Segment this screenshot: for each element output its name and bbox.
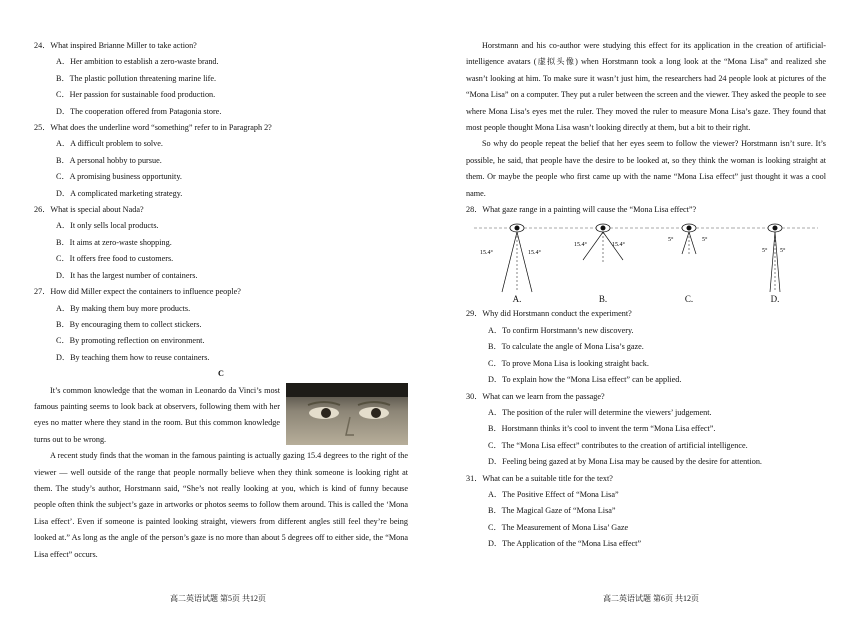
left-column: [34, 38, 408, 563]
option-24a: A．Her ambition to establish a zero-waste brand.: [56, 57, 219, 67]
option-27b: B．By encouraging them to collect stickers.: [56, 319, 202, 329]
question-29: 29．Why did Horstmann conduct the experiment?: [466, 309, 632, 319]
option-25d: D．A complicated marketing strategy.: [56, 188, 183, 198]
option-26a: A．It only sells local products.: [56, 221, 159, 231]
figure-d: [732, 222, 818, 304]
figure-b-label: B.: [598, 294, 608, 305]
passage-paragraph-2: A recent study finds that the woman in the famous painting is actually gazing 15.4 degrees to the right of the viewer — well outside of the range that people normally believe when they think someone is looking right at them. The study’s author, Horstmann said, “She’s not really looking at you, which is kind of funny because people often think the subject’s gaze in artworks or photos seems to follow them around. This is called the ‘Mona Lisa effect’. Even if someone is painted looking straight, viewers from different angles still feel they’re being looked at.” As long as the angle of the person’s gaze is no more than about 5 degrees off to either side, the “Mona Lisa effect” occurs.: [34, 451, 408, 559]
option-27a: A．By making them buy more products.: [56, 303, 191, 313]
option-26d: D．It has the largest number of containers.: [56, 270, 198, 280]
option-30c: C．The “Mona Lisa effect” contributes to the creation of artificial intelligence.: [488, 440, 748, 450]
option-30b: B．Horstmann thinks it’s cool to invent the term “Mona Lisa effect”.: [488, 424, 716, 434]
figure-d-right-angle: 5°: [780, 248, 786, 255]
option-24b: B．The plastic pollution threatening marine life.: [56, 73, 217, 83]
right-column: [466, 38, 826, 553]
option-29b: B．To calculate the angle of Mona Lisa’s gaze.: [488, 342, 644, 352]
option-25c: C．A promising business opportunity.: [56, 172, 182, 182]
option-27d: D．By teaching them how to reuse containers.: [56, 352, 210, 362]
option-29c: C．To prove Mona Lisa is looking straight back.: [488, 358, 649, 368]
figure-b-left-angle: 15.4°: [574, 242, 587, 249]
figure-d-label: D.: [770, 294, 780, 305]
gaze-figures: [466, 222, 826, 304]
question-25: 25．What does the underline word “something” refer to in Paragraph 2?: [34, 123, 272, 133]
figure-a-right-angle: 15.4°: [528, 250, 541, 257]
option-26c: C．It offers free food to customers.: [56, 254, 174, 264]
figure-b: [560, 222, 646, 304]
passage-paragraph-3: Horstmann and his co-author were studying this effect for its application in the creation of artificial-intelligence avatars (虚拟头像) when Horstmann took a long look at the “Mona Lisa” and realized she wasn’t looking at him. To make sure it wasn’t just him, the researchers had 24 people look at pictures of the “Mona Lisa” on a computer. They put a ruler between the screen and the viewer. They asked the people to see where Mona Lisa’s eyes met the ruler. They moved the ruler to measure Mona Lisa’s gaze. They found that most people thought Mona Lisa wasn’t looking directly at them, but a bit to their right.: [466, 41, 826, 133]
option-31a: A．The Positive Effect of “Mona Lisa”: [488, 489, 619, 499]
question-24: 24．What inspired Brianne Miller to take action?: [34, 41, 197, 50]
section-heading: C: [218, 369, 224, 379]
figure-a-label: A.: [512, 294, 522, 305]
figure-c-right-angle: 5°: [702, 237, 708, 244]
figure-b-right-angle: 15.4°: [612, 242, 625, 249]
option-31b: B．The Magical Gaze of “Mona Lisa”: [488, 506, 616, 516]
option-26b: B．It aims at zero-waste shopping.: [56, 237, 172, 247]
option-27c: C．By promoting reflection on environment.: [56, 336, 205, 346]
option-25b: B．A personal hobby to pursue.: [56, 155, 162, 165]
option-30d: D．Feeling being gazed at by Mona Lisa may be caused by the desire for attention.: [488, 457, 762, 467]
option-24d: D．The cooperation offered from Patagonia store.: [56, 106, 222, 116]
option-31d: D．The Application of the “Mona Lisa effect”: [488, 539, 642, 549]
page-footer-left: 高二英语试题 第5页 共12页: [170, 594, 266, 603]
question-30: 30．What can we learn from the passage?: [466, 391, 605, 401]
figure-a: [474, 222, 560, 304]
option-25a: A．A difficult problem to solve.: [56, 139, 163, 149]
figure-c-label: C.: [684, 294, 694, 305]
figure-a-left-angle: 15.4°: [480, 250, 493, 257]
question-28: 28．What gaze range in a painting will cause the “Mona Lisa effect”?: [466, 205, 697, 215]
question-31: 31．What can be a suitable title for the text?: [466, 473, 613, 483]
figure-c-left-angle: 5°: [668, 237, 674, 244]
question-27: 27．How did Miller expect the containers to influence people?: [34, 287, 241, 297]
option-30a: A．The position of the ruler will determine the viewers’ judgement.: [488, 407, 712, 417]
figure-d-left-angle: 5°: [762, 248, 768, 255]
option-24c: C．Her passion for sustainable food production.: [56, 90, 216, 100]
passage-paragraph-4: So why do people repeat the belief that her eyes seem to follow the viewer? Horstmann isn’t sure. It’s possible, he said, that people have the desire to be looked at, so they think the woman is looking straight at them. Or maybe the people who first came up with the name “Mona Lisa effect” just thought it was a cool name.: [466, 139, 826, 198]
option-29d: D．To explain how the “Mona Lisa effect” can be applied.: [488, 375, 682, 385]
option-31c: C．The Measurement of Mona Lisa’ Gaze: [488, 522, 629, 532]
page-footer-right: 高二英语试题 第6页 共12页: [603, 594, 699, 603]
question-26: 26．What is special about Nada?: [34, 205, 144, 215]
mona-lisa-eyes-image: [286, 383, 408, 445]
passage-paragraph-1: It’s common knowledge that the woman in Leonardo da Vinci’s most famous painting seems to look back at observers, following them with her eyes no matter where they stand in the room. But this common knowledge turns out to be wrong.: [34, 385, 280, 444]
figure-c: [646, 222, 732, 304]
option-29a: A．To confirm Horstmann’s new discovery.: [488, 325, 634, 335]
